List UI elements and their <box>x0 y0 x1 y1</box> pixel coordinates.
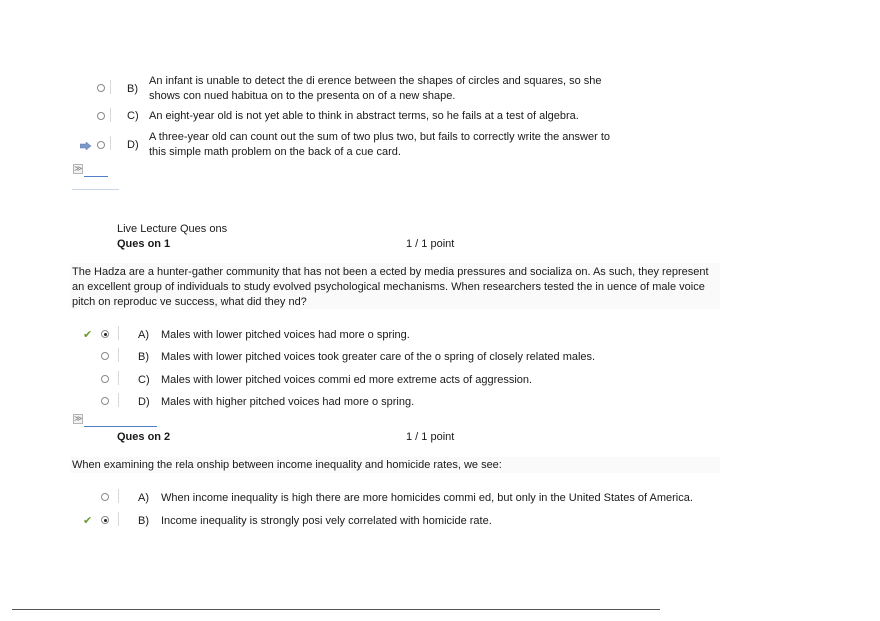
collapse-toggle-icon[interactable]: ≫ <box>74 164 83 173</box>
radio-frame <box>110 80 111 94</box>
option-text: Males with lower pitched voices had more o spring. <box>161 329 410 341</box>
option-text-line: A three-year old can count out the sum of two plus two, but fails to correctly write the answer to <box>149 131 611 143</box>
radio-q2-a[interactable] <box>101 493 109 501</box>
radio-prev-c[interactable] <box>97 112 105 120</box>
option-letter: C) <box>127 110 139 122</box>
option-text: Income inequality is strongly posi vely correlated with homicide rate. <box>161 515 492 527</box>
question-text-line: pitch on reproduc ve success, what did they nd? <box>72 296 307 308</box>
option-text-line: shows con nued habitua on to the presenta on of a new shape. <box>149 90 456 102</box>
radio-frame <box>118 489 119 503</box>
arrow-right-icon <box>80 142 91 150</box>
collapse-toggle-icon[interactable]: ≫ <box>74 414 83 423</box>
check-icon: ✔ <box>83 515 93 527</box>
question-points: 1 / 1 point <box>406 431 455 443</box>
radio-frame <box>118 512 119 526</box>
check-icon: ✔ <box>83 329 93 341</box>
option-letter: D) <box>138 396 150 408</box>
question-text-line: The Hadza are a hunter-gather community that has not been a ected by media pressures and socializa on. As such, they represent <box>72 266 709 278</box>
radio-frame <box>118 371 119 385</box>
radio-q1-d[interactable] <box>101 397 109 405</box>
radio-frame <box>118 348 119 362</box>
question-text-line: an excellent group of individuals to study evolved psychological mechanisms. When researchers tested the in uence of male voice <box>72 281 705 293</box>
option-letter: B) <box>127 83 138 95</box>
question-points: 1 / 1 point <box>406 238 455 250</box>
option-text: Males with lower pitched voices commi ed more extreme acts of aggression. <box>161 374 533 386</box>
option-letter: B) <box>138 515 149 527</box>
feedback-link-underline <box>84 176 108 177</box>
radio-frame <box>118 326 119 340</box>
option-text: Males with higher pitched voices had more o spring. <box>161 396 415 408</box>
radio-frame <box>110 108 111 122</box>
question-text-line: When examining the rela onship between income inequality and homicide rates, we see: <box>72 459 502 471</box>
radio-q1-a[interactable] <box>101 330 109 338</box>
section-title: Live Lecture Ques ons <box>117 223 228 235</box>
option-letter: C) <box>138 374 150 386</box>
option-text-line: this simple math problem on the back of a cue card. <box>149 146 401 158</box>
option-letter: D) <box>127 139 139 151</box>
option-letter: A) <box>138 492 149 504</box>
option-text: When income inequality is high there are more homicides commi ed, but only in the United States of America. <box>161 492 693 504</box>
option-letter: A) <box>138 329 149 341</box>
divider <box>72 189 119 190</box>
radio-frame <box>118 393 119 407</box>
option-text: Males with lower pitched voices took greater care of the o spring of closely related males. <box>161 351 596 363</box>
feedback-link-underline <box>84 426 157 427</box>
option-text-line: An eight-year old is not yet able to think in abstract terms, so he fails at a test of algebra. <box>149 110 579 122</box>
option-text-line: An infant is unable to detect the di erence between the shapes of circles and squares, so she <box>149 75 602 87</box>
question-label: Ques on 2 <box>117 431 171 443</box>
question-label: Ques on 1 <box>117 238 171 250</box>
radio-prev-b[interactable] <box>97 84 105 92</box>
radio-q2-b[interactable] <box>101 516 109 524</box>
radio-prev-d[interactable] <box>97 141 105 149</box>
page-bottom-rule <box>12 609 660 610</box>
radio-frame <box>110 136 111 150</box>
radio-q1-b[interactable] <box>101 352 109 360</box>
option-letter: B) <box>138 351 149 363</box>
radio-q1-c[interactable] <box>101 375 109 383</box>
